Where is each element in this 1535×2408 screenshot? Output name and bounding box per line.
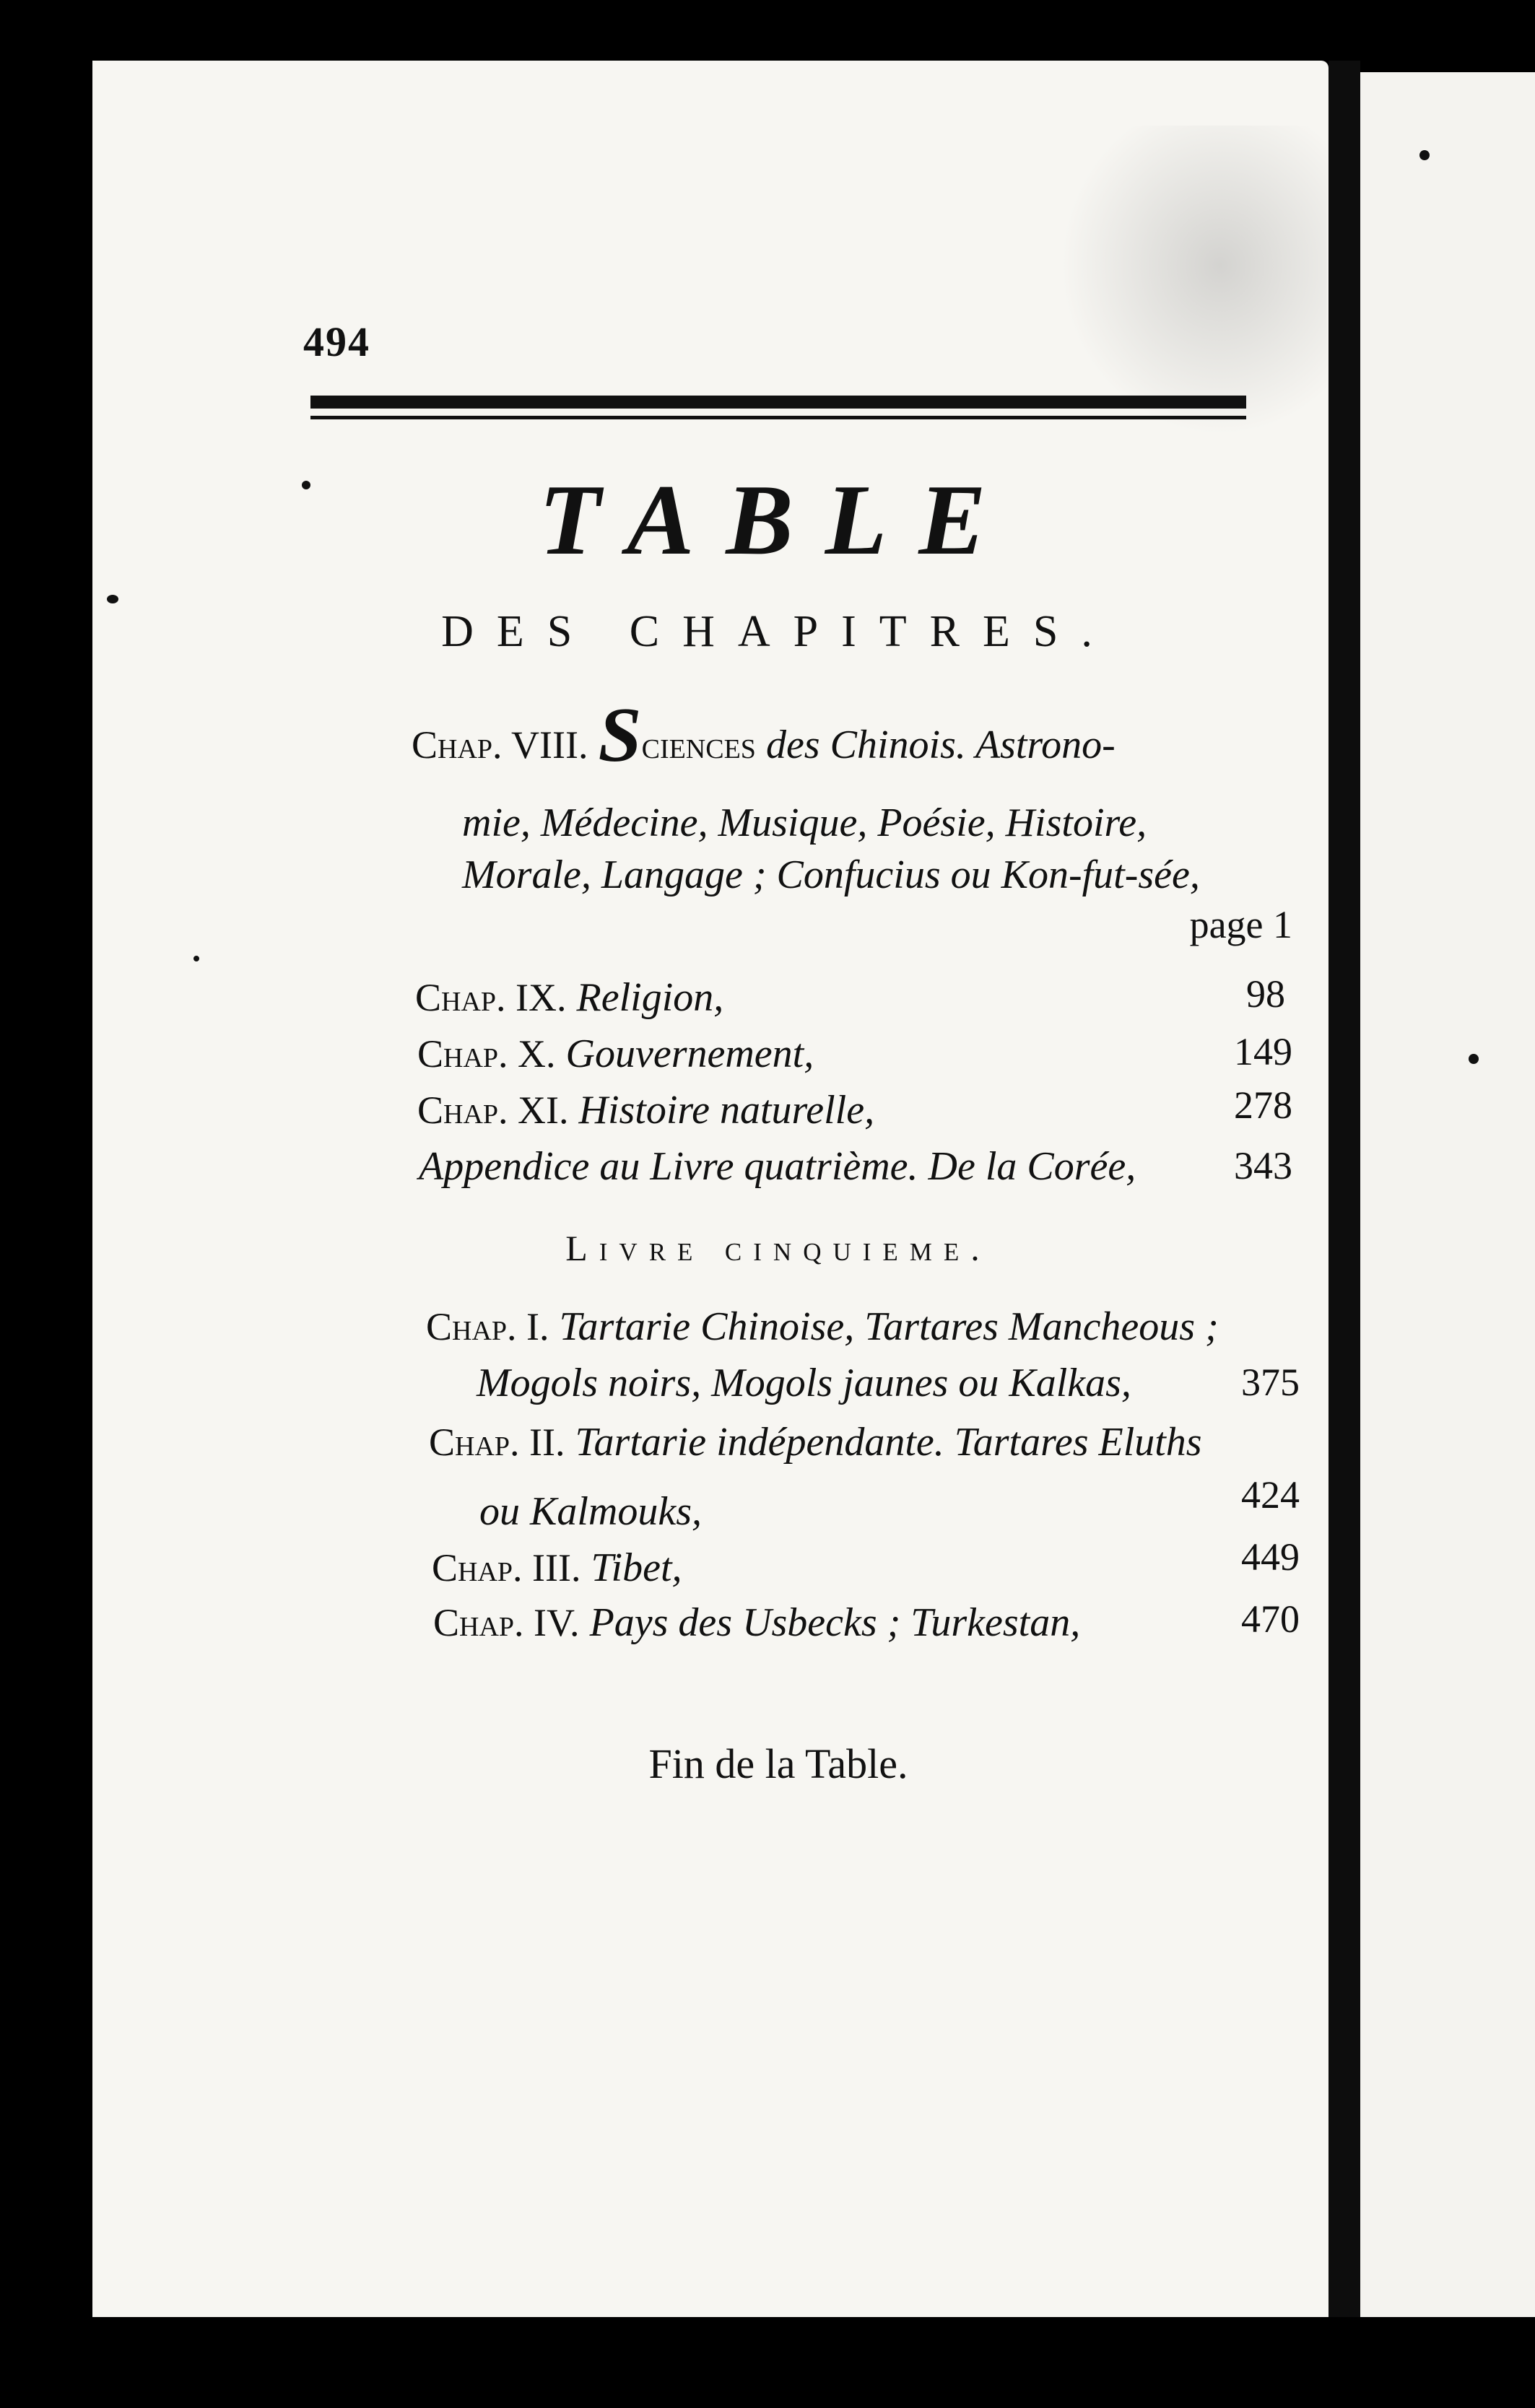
entry-title: Histoire naturelle, [578, 1088, 875, 1133]
ink-speck [193, 956, 199, 961]
page-ref: page 1 [1189, 903, 1292, 946]
page-title: TABLE [539, 464, 1018, 576]
entry-title: Pays des Usbecks ; Turkestan, [589, 1600, 1081, 1645]
entry-title: Tartarie Chinoise, Tartares Mancheous ; [559, 1304, 1219, 1349]
toc-entry-l5-chap-3 [432, 1545, 682, 1591]
page-ref: 470 [1241, 1597, 1300, 1641]
chapter-label: Chap. XI. [417, 1089, 569, 1132]
section-heading: Livre cinquieme. [565, 1228, 991, 1268]
toc-entry-chap-10 [417, 1031, 814, 1077]
toc-entry-chap-9 [415, 974, 723, 1021]
toc-entry-l5-chap-4 [433, 1600, 1080, 1646]
page-ref: 98 [1246, 972, 1285, 1016]
ink-speck [107, 595, 118, 603]
page-stain [1060, 126, 1327, 436]
toc-entry-l5-chap-2-line1 [429, 1419, 1202, 1465]
page-ref: 343 [1234, 1144, 1292, 1187]
drop-initial: S [598, 692, 642, 778]
page-ref: 449 [1241, 1535, 1300, 1579]
chapter-label: Chap. VIII. [412, 723, 588, 767]
book-gutter [1329, 61, 1360, 2317]
chapter-label: Chap. II. [429, 1421, 565, 1464]
entry-title: Religion, [576, 975, 724, 1020]
page-ref: 278 [1234, 1083, 1292, 1127]
end-of-table: Fin de la Table. [648, 1740, 908, 1787]
chapter-label: Chap. IX. [415, 976, 567, 1019]
toc-entry-chap-8-line2: mie, Médecine, Musique, Poésie, Histoire, [462, 801, 1147, 845]
entry-title: des Chinois. Astrono- [765, 723, 1116, 767]
page-ref: 149 [1234, 1030, 1292, 1073]
page-number: 494 [303, 318, 370, 365]
page-ref: 375 [1241, 1361, 1300, 1404]
caps-word: ciences [641, 723, 756, 767]
ink-speck [1469, 1054, 1479, 1064]
toc-entry-appendix: Appendice au Livre quatrième. De la Corée, [419, 1144, 1136, 1189]
chapter-label: Chap. III. [432, 1546, 581, 1589]
ink-speck [1419, 150, 1430, 160]
facing-page [1360, 72, 1535, 2317]
toc-entry-l5-chap-2-line2: ou Kalmouks, [479, 1489, 702, 1534]
header-rule-thin [310, 416, 1246, 419]
ink-speck [302, 481, 310, 489]
toc-entry-chap-8-line3: Morale, Langage ; Confucius ou Kon-fut-sée, [462, 852, 1200, 897]
header-rule [310, 396, 1246, 409]
entry-title: Tibet, [591, 1545, 682, 1590]
toc-entry-l5-chap-1-line2: Mogols noirs, Mogols jaunes ou Kalkas, [477, 1361, 1131, 1405]
chapter-label: Chap. IV. [433, 1601, 580, 1644]
entry-title: Tartarie indépendante. Tartares Eluths [575, 1420, 1202, 1465]
toc-entry-chap-11 [417, 1087, 874, 1133]
chapter-label: Chap. I. [426, 1305, 549, 1348]
toc-entry-chap-8-line1 [412, 692, 1116, 778]
chapter-label: Chap. X. [417, 1032, 556, 1076]
toc-entry-l5-chap-1-line1 [426, 1304, 1219, 1350]
entry-title: Gouvernement, [565, 1031, 814, 1076]
page-ref: 424 [1241, 1473, 1300, 1517]
page-subtitle: DES CHAPITRES. [441, 607, 1116, 656]
